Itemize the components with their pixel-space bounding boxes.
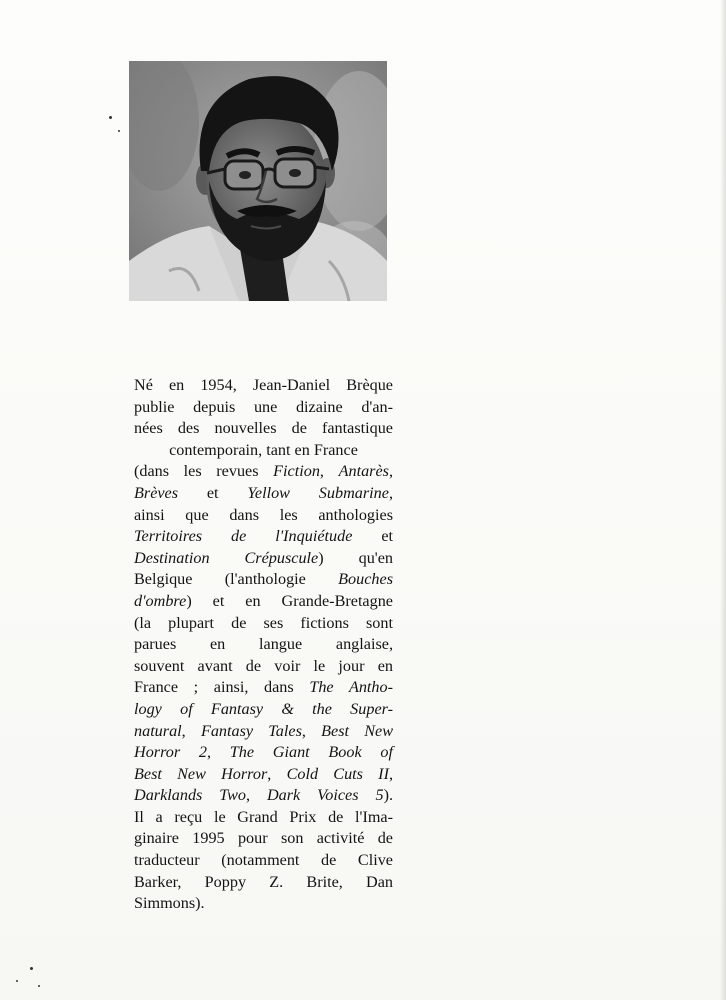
bio-line [134,785,393,807]
bio-text: Simmons). [134,894,205,913]
bio-line [134,548,393,570]
bio-text: traducteur (notamment de Clive [134,851,393,870]
page-edge-shadow [720,0,726,1000]
bio-text: ). [383,786,393,805]
bio-line [134,634,393,656]
bio-title-italic: Yellow Submarine [247,483,389,502]
author-portrait-image [129,61,387,301]
bio-line [134,591,393,613]
bio-title-italic: Darklands Two [134,786,246,805]
bio-text: , [319,462,339,481]
bio-line [134,418,393,440]
bio-title-italic: Destination Crépuscule [134,548,319,567]
bio-line [134,699,393,721]
bio-title-italic: Brèves [134,483,179,502]
bio-line [134,440,393,462]
bio-title-italic: Dark Voices 5 [266,786,384,805]
bio-text: Belgique (l'anthologie [134,570,339,589]
author-biography [134,375,393,915]
bio-line [134,677,393,699]
bio-line [134,656,393,678]
bio-text: , [207,743,230,762]
bio-text: et [178,483,248,502]
bio-title-italic: Best New [321,721,394,740]
bio-title-italic: Territoires de l'Inquiétude [134,527,353,546]
bio-text: , [301,721,322,740]
bio-title-italic: Fantasy Tales [200,721,302,740]
bio-line [134,872,393,894]
bio-text: parues en langue anglaise, [134,635,393,654]
bio-line [134,397,393,419]
bio-text: publie depuis une dizaine d'an- [134,397,393,416]
bio-line [134,807,393,829]
bio-text: , [388,483,393,502]
bio-title-italic: Cold Cuts II [286,764,389,783]
bio-text: , [181,721,201,740]
bio-text: nées des nouvelles de fantastique [134,419,393,438]
bio-title-italic: natural [134,721,182,740]
bio-title-italic: d'ombre [134,591,187,610]
bio-text: Il a reçu le Grand Prix de l'Ima- [134,807,393,826]
bio-line [134,613,393,635]
bio-text: , [388,764,394,783]
bio-title-italic: The Antho- [309,678,393,697]
bio-title-italic: Fiction [273,462,320,481]
bio-text: souvent avant de voir le jour en [134,656,393,675]
bio-text: et [352,527,393,546]
bio-line [134,893,393,915]
bio-text: (la plupart de ses fictions sont [134,613,393,632]
bio-line [134,505,393,527]
bio-text: (dans les revues [134,462,274,481]
bio-line [134,375,393,397]
bio-text: Né en 1954, Jean-Daniel Brèque [134,376,393,394]
bio-line [134,764,393,786]
bio-line [134,828,393,850]
bio-title-italic: Best New Horror [134,764,268,783]
bio-text: , [388,462,393,481]
bio-line [134,461,393,483]
author-photo [129,61,387,301]
bio-text: France ; ainsi, dans [134,678,310,697]
bio-text: ginaire 1995 pour son activité de [134,829,393,848]
bio-text: ainsi que dans les anthologies [134,505,393,524]
bio-title-italic: logy of Fantasy & the Super- [134,699,393,718]
bio-title-italic: Bouches [338,570,393,589]
bio-title-italic: Antarès [338,462,389,481]
bio-line [134,483,393,505]
bio-title-italic: The Giant Book of [229,743,393,762]
print-speck [30,967,33,970]
bio-text: , [267,764,287,783]
print-speck [38,985,40,987]
bio-line [134,569,393,591]
bio-text: , [245,786,267,805]
bio-text: ) qu'en [318,548,393,567]
bio-text: Barker, Poppy Z. Brite, Dan [134,872,393,891]
print-speck [109,116,112,119]
print-speck [16,980,18,982]
bio-text: contemporain, tant en France [169,440,358,459]
bio-line [134,742,393,764]
bio-line [134,850,393,872]
bio-title-italic: Horror 2 [134,743,208,762]
print-speck [118,130,120,132]
bio-line [134,526,393,548]
bio-text: ) et en Grande-Bretagne [186,591,393,610]
bio-line [134,721,393,743]
